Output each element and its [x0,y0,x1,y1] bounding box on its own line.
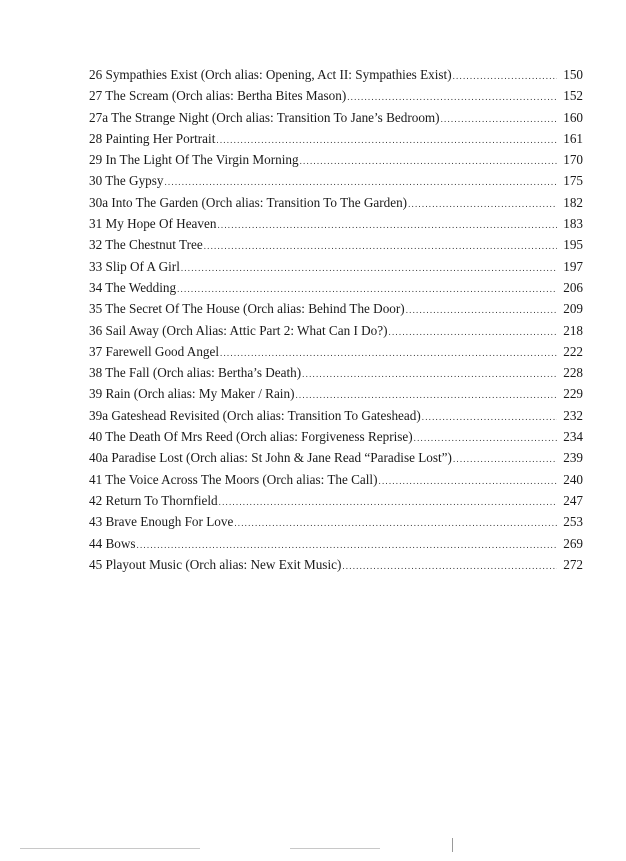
toc-entry-page-number: 182 [563,194,583,210]
toc-entry-page-number: 160 [563,109,583,125]
dot-leader [441,109,557,130]
toc-entry-page-number: 247 [563,492,583,508]
toc-entry [89,426,583,447]
dot-leader [300,151,557,172]
toc-entry-title: 34 The Wedding [89,279,177,295]
toc-entry-page-number: 197 [563,258,583,274]
dot-leader [204,236,557,257]
toc-entry-page-number: 234 [563,429,583,445]
scan-artifact-line [290,848,380,849]
toc-entry-page-number: 239 [563,450,583,466]
toc-entry-page-number: 209 [563,301,583,317]
toc-entry-title: 39 Rain (Orch alias: My Maker / Rain) [89,386,295,402]
toc-entry-title: 37 Farewell Good Angel [89,343,220,359]
toc-entry-page-number: 170 [563,152,583,168]
toc-entry-title: 32 The Chestnut Tree [89,237,203,253]
toc-entry-page-number: 218 [563,322,583,338]
toc-entry-page-number: 150 [563,67,583,82]
toc-entry [89,64,583,85]
toc-entry [89,341,583,362]
toc-entry-page-number: 232 [563,407,583,423]
dot-leader [406,300,557,321]
dot-leader [220,343,557,364]
toc-entry [89,298,583,319]
scan-artifact-line [20,848,200,849]
dot-leader [137,535,557,556]
toc-entry-title: 30a Into The Garden (Orch alias: Transition To The Garden) [89,194,408,210]
dot-leader [164,172,557,193]
toc-entry [89,128,583,149]
dot-leader [234,513,557,534]
toc-entry [89,405,583,426]
toc-entry-title: 44 Bows [89,535,136,551]
dot-leader [414,428,557,449]
toc-entry [89,256,583,277]
toc-entry-title: 40a Paradise Lost (Orch alias: St John & Jane Read “Paradise Lost”) [89,450,452,466]
toc-entry [89,192,583,213]
toc-entry-title: 38 The Fall (Orch alias: Bertha’s Death) [89,365,302,381]
toc-entry [89,107,583,128]
toc-entry [89,213,583,234]
toc-entry-title: 45 Playout Music (Orch alias: New Exit Music) [89,556,342,572]
dot-leader [389,322,557,343]
toc-entry-title: 43 Brave Enough For Love [89,514,234,530]
dot-leader [379,471,558,492]
toc-entry-page-number: 161 [563,130,583,146]
toc-entry-page-number: 195 [563,237,583,253]
toc-entry-title: 30 The Gypsy [89,173,164,189]
dot-leader [302,364,557,385]
table-of-contents [89,64,583,575]
toc-entry [89,511,583,532]
toc-entry [89,85,583,106]
toc-entry-page-number: 272 [563,556,583,572]
toc-entry-title: 27a The Strange Night (Orch alias: Transition To Jane’s Bedroom) [89,109,440,125]
toc-entry-title: 41 The Voice Across The Moors (Orch alias: The Call) [89,471,378,487]
toc-entry [89,320,583,341]
toc-entry-page-number: 206 [563,279,583,295]
toc-entry-title: 29 In The Light Of The Virgin Morning [89,152,299,168]
toc-entry [89,383,583,404]
dot-leader [342,556,557,577]
toc-entry-title: 36 Sail Away (Orch Alias: Attic Part 2: What Can I Do?) [89,322,388,338]
scan-artifact-tick [452,838,453,852]
toc-entry [89,277,583,298]
toc-entry-title: 28 Painting Her Portrait [89,130,216,146]
toc-entry-page-number: 229 [563,386,583,402]
toc-entry-page-number: 175 [563,173,583,189]
toc-entry-title: 42 Return To Thornfield [89,492,218,508]
dot-leader [408,194,557,215]
toc-entry [89,447,583,468]
dot-leader [177,279,557,300]
dot-leader [422,407,557,428]
toc-entry-page-number: 222 [563,343,583,359]
dot-leader [219,492,557,513]
toc-entry-title: 33 Slip Of A Girl [89,258,180,274]
toc-entry-page-number: 152 [563,88,583,104]
toc-entry-page-number: 183 [563,216,583,232]
dot-leader [295,385,557,406]
dot-leader [347,87,557,108]
toc-entry-title: 26 Sympathies Exist (Orch alias: Opening, Act II: Sympathies Exist) [89,67,452,82]
toc-entry [89,554,583,575]
toc-entry-title: 40 The Death Of Mrs Reed (Orch alias: Forgiveness Reprise) [89,429,413,445]
toc-entry-title: 35 The Secret Of The House (Orch alias: Behind The Door) [89,301,405,317]
toc-entry [89,490,583,511]
dot-leader [453,66,557,87]
dot-leader [216,130,557,151]
dot-leader [181,258,557,279]
dot-leader [217,215,557,236]
toc-entry-title: 39a Gateshead Revisited (Orch alias: Transition To Gateshead) [89,407,421,423]
toc-entry [89,234,583,255]
toc-entry-page-number: 269 [563,535,583,551]
toc-entry [89,533,583,554]
toc-entry-page-number: 240 [563,471,583,487]
toc-entry-title: 27 The Scream (Orch alias: Bertha Bites Mason) [89,88,347,104]
toc-entry [89,362,583,383]
toc-entry-title: 31 My Hope Of Heaven [89,216,217,232]
toc-entry [89,469,583,490]
toc-entry-page-number: 253 [563,514,583,530]
toc-entry-page-number: 228 [563,365,583,381]
dot-leader [453,449,557,470]
toc-entry [89,149,583,170]
toc-entry [89,170,583,191]
